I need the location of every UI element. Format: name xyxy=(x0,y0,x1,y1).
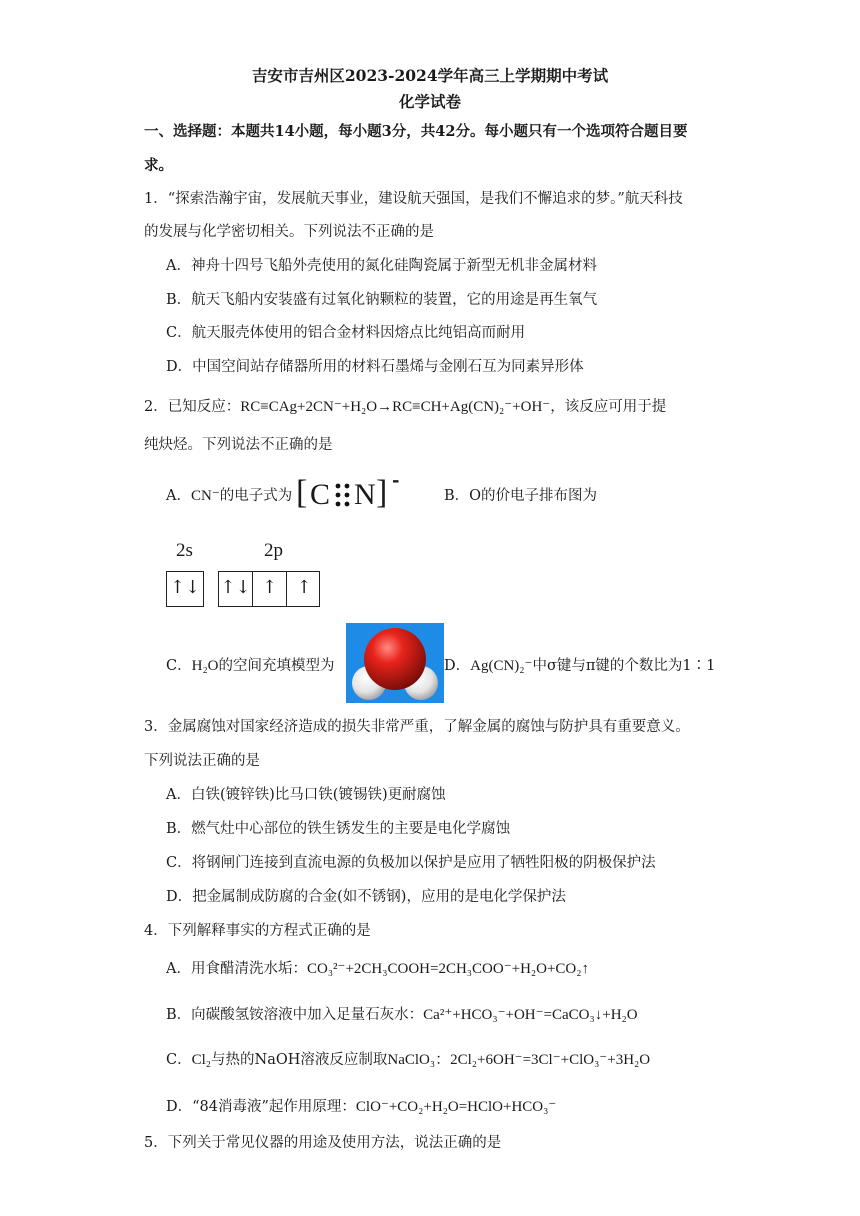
orbital-2s-box xyxy=(166,571,204,607)
q4-equation-d: ClO⁻+CO₂+H₂O=HClO+HCO₃⁻ xyxy=(355,1099,557,1115)
q4-option-d: D．“84消毒液”起作用原理：ClO⁻+CO₂+H₂O=HClO+HCO₃⁻ xyxy=(166,1099,557,1115)
q2-stem xyxy=(144,395,666,416)
q2-option-a: A．CN⁻的电子式为 xyxy=(166,488,293,504)
water-formula: H₂O xyxy=(191,658,219,674)
q3-stem-cont: 下列说法正确的是 xyxy=(144,753,260,769)
q1-option-c: C．航天服壳体使用的铝合金材料因熔点比纯铝高而耐用 xyxy=(166,325,526,341)
q4-option-c: C．Cl₂与热的NaOH溶液反应制取NaClO₃：2Cl₂+6OH⁻=3Cl⁻+ClO₃⁻+3H₂O xyxy=(166,1052,651,1068)
q1-stem-cont: 的发展与化学密切相关。下列说法不正确的是 xyxy=(144,224,434,240)
q2-prefix: 2．已知反应： xyxy=(144,399,241,415)
orbital-2s-arrows: ↑↓ xyxy=(169,577,201,598)
orbital-2p-1: ↑↓ xyxy=(219,572,253,606)
section-heading: 一、选择题：本题共14小题，每小题3分，共42分。每小题只有一个选项符合题目要 xyxy=(144,123,688,140)
q3-option-c: C．将钢闸门连接到直流电源的负极加以保护是应用了牺牲阳极的阴极保护法 xyxy=(166,855,656,871)
q2-equation: RC≡CAg+2CN⁻+H₂O→RC≡CH+Ag(CN)₂⁻+OH⁻ xyxy=(240,399,551,415)
q1-option-d: D．中国空间站存储器所用的材料石墨烯与金刚石互为同素异形体 xyxy=(166,359,584,375)
q4-stem: 4．下列解释事实的方程式正确的是 xyxy=(144,923,371,939)
q3-option-a: A．白铁(镀锌铁)比马口铁(镀锡铁)更耐腐蚀 xyxy=(166,787,446,803)
q1-option-b: B．航天飞船内安装盛有过氧化钠颗粒的装置，它的用途是再生氧气 xyxy=(166,292,598,308)
cn-lewis-structure: [ C N ] - xyxy=(296,470,400,511)
exam-subtitle: 化学试卷 xyxy=(398,92,461,111)
cn-ion: CN⁻ xyxy=(190,488,220,504)
orbital-2p-box xyxy=(218,571,320,607)
q4-option-b: B．向碳酸氢铵溶液中加入足量石灰水：Ca²⁺+HCO₃⁻+OH⁻=CaCO₃↓+H₂O xyxy=(166,1007,638,1023)
q2-option-d: D．Ag(CN)₂⁻中σ键与π键的个数比为1∶1 xyxy=(444,658,716,674)
orbital-2p-label: 2p xyxy=(264,540,283,561)
q1-stem: 1．“探索浩瀚宇宙，发展航天事业，建设航天强国，是我们不懈追求的梦。”航天科技 xyxy=(144,191,683,207)
q2-option-b: B．O的价电子排布图为 xyxy=(444,488,598,504)
q2-suffix: ，该反应可用于提 xyxy=(550,399,667,415)
q2-option-c: C．H₂O的空间充填模型为 xyxy=(166,658,335,674)
section-heading-cont: 求。 xyxy=(144,157,173,174)
q1-option-a: A．神舟十四号飞船外壳使用的氮化硅陶瓷属于新型无机非金属材料 xyxy=(166,258,597,274)
exam-title: 吉安市吉州区2023-2024学年高三上学期期中考试 xyxy=(251,66,609,85)
orbital-2p-3: ↑ xyxy=(296,577,312,598)
q3-option-b: B．燃气灶中心部位的铁生锈发生的主要是电化学腐蚀 xyxy=(166,821,511,837)
silver-cyanide-complex: Ag(CN)₂⁻ xyxy=(470,658,533,674)
water-space-filling-model xyxy=(346,623,444,703)
q3-option-d: D．把金属制成防腐的合金(如不锈钢)，应用的是电化学保护法 xyxy=(166,889,566,905)
orbital-2p-2: ↑ xyxy=(253,572,287,606)
q4-equation-c: 2Cl₂+6OH⁻=3Cl⁻+ClO₃⁻+3H₂O xyxy=(450,1052,651,1068)
orbital-2s-label: 2s xyxy=(176,540,193,561)
q3-stem: 3．金属腐蚀对国家经济造成的损失非常严重，了解金属的腐蚀与防护具有重要意义。 xyxy=(144,719,690,735)
q5-stem: 5．下列关于常见仪器的用途及使用方法，说法正确的是 xyxy=(144,1135,502,1151)
q2-stem-cont: 纯炔烃。下列说法不正确的是 xyxy=(144,437,333,453)
q4-equation-a: CO₃²⁻+2CH₃COOH=2CH₃COO⁻+H₂O+CO₂↑ xyxy=(306,961,589,977)
q4-option-a: A．用食醋清洗水垢：CO₃²⁻+2CH₃COOH=2CH₃COO⁻+H₂O+CO₂↑ xyxy=(166,961,589,977)
triple-bond-dots xyxy=(333,480,353,510)
q4-equation-b: Ca²⁺+HCO₃⁻+OH⁻=CaCO₃↓+H₂O xyxy=(423,1007,638,1023)
